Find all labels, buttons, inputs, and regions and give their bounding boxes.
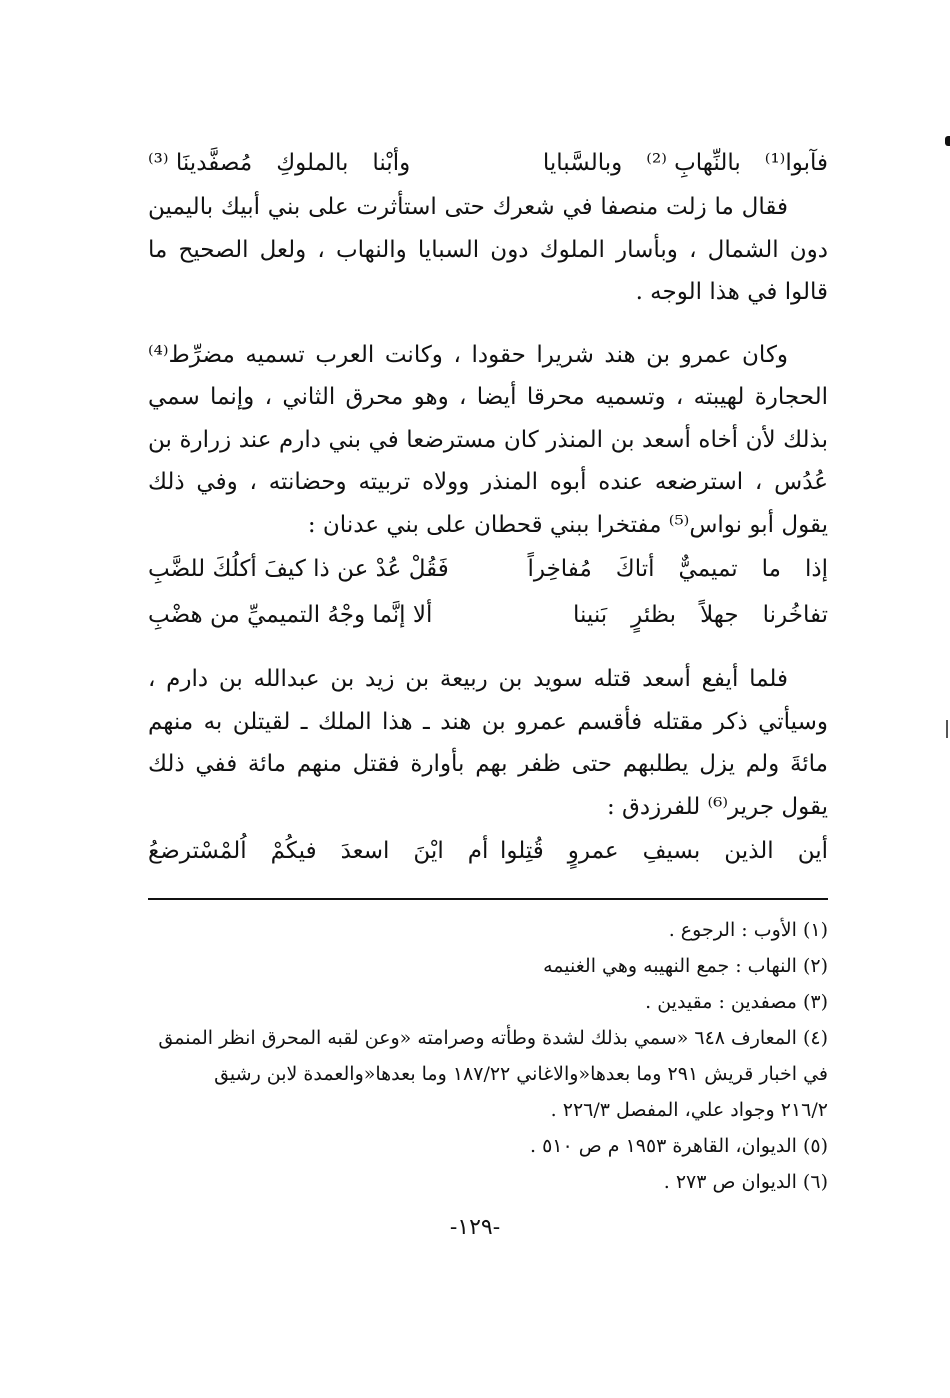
verse-word: بالملوكِ bbox=[276, 150, 349, 176]
footnote-5: (٥) الديوان، القاهرة ١٩٥٣ م ص ٥١٠ . bbox=[529, 1135, 828, 1157]
verse-2-line-1-right bbox=[528, 546, 829, 592]
poem-verse-1 bbox=[148, 140, 828, 186]
verse-word: ايْنَ bbox=[413, 838, 444, 864]
verse-word: مُفاخِراً bbox=[527, 556, 592, 582]
footnote-1: (١) الأوب : الرجوع . bbox=[668, 919, 828, 941]
verse-word: أم bbox=[467, 838, 489, 864]
verse-word: ما bbox=[761, 556, 781, 582]
verse-word: الذين bbox=[724, 838, 774, 864]
paragraph-2: وكان عمرو بن هند شريرا حقودا ، وكانت العرب تسميه مضرِّط⁽⁴⁾ الحجارة لهيبته ، وتسميه محرقا أيضا ، وهو محرق الثاني ، وإنما سمي بذلك لأن أخاه أسعد بن المنذر كان مسترضعا في بني دارم عند زرارة بن عُدُس ، استرضعه عنده أبوه المنذر وولاه تربيته وحضانته ، وفي ذلك يقول أبو نواس⁽⁵⁾ مفتخرا ببني قحطان على بني عدنان : bbox=[148, 341, 828, 538]
verse-2-line-2-left: ألا إنَّما وجْهُ التميميِّ من هضْبِ bbox=[148, 602, 433, 628]
verse-2-line-1-left: فَقُلْ عُدْ عن ذا كيفَ أكلُكَ للضَّبِ bbox=[148, 556, 449, 582]
verse-word: قُتِلوا bbox=[499, 838, 544, 864]
poem-verse-3 bbox=[148, 828, 828, 874]
verse-3-right-hemistich bbox=[500, 828, 828, 874]
verse-word: أتاكَ bbox=[615, 556, 655, 582]
footnote-2: (٢) النهاب : جمع النهيبه وهي الغنيمه bbox=[543, 955, 828, 977]
footnote-4-cont: ٢١٦/٢ وجواد علي، المفصل ٢٢٦/٣ . bbox=[550, 1099, 828, 1121]
verse-1-left-hemistich bbox=[148, 140, 410, 186]
verse-word: فآبوا⁽¹⁾ bbox=[764, 150, 828, 176]
verse-word: بالنِّهابِ ⁽²⁾ bbox=[646, 150, 741, 176]
footnote-4-cont: في اخبار قريش ٢٩١ وما بعدها«والاغاني ١٨٧/٢٢ وما بعدها«والعمدة لابن رشيق bbox=[214, 1063, 828, 1085]
verse-word: عمروٍ bbox=[567, 838, 619, 864]
verse-word: أين bbox=[797, 838, 828, 864]
verse-word: اُلمْسْترضعُ bbox=[148, 838, 247, 864]
verse-word: وبالسَّبايا bbox=[542, 150, 623, 176]
verse-1-right-hemistich bbox=[543, 140, 828, 186]
poem-verse-2-line-1 bbox=[148, 546, 828, 592]
verse-word: إذا bbox=[804, 556, 828, 582]
verse-word: بسيفِ bbox=[642, 838, 701, 864]
document-page bbox=[148, 140, 828, 1200]
verse-word: بظئرٍ bbox=[631, 602, 677, 628]
poem-verse-2-line-2 bbox=[148, 592, 828, 638]
footnote-3: (٣) مصفدين : مقيدين . bbox=[645, 991, 828, 1013]
paragraph-3: فلما أيفع أسعد قتله سويد بن ربيعة بن زيد بن عبدالله بن دارم ، وسيأتي ذكر مقتله فأقسم عمرو بن هند ـ هذا الملك ـ لقيتلن به منهم مائةَ ولم يزل يطلبهم حتى ظفر بهم بأوارة فقتل منهم مائة ففي ذلك يقول جرير⁽⁶⁾ للفرزدق : bbox=[148, 666, 828, 820]
scan-edge-line bbox=[946, 720, 948, 738]
scan-edge-mark bbox=[945, 136, 950, 146]
verse-word: تميميٌّ bbox=[678, 556, 738, 582]
paragraph-1: فقال ما زلت منصفا في شعرك حتى استأثرت على بني أبيك باليمين دون الشمال ، وبأسار الملوك دون السبايا والنهاب ، ولعل الصحيح ما قالوا في هذا الوجه . bbox=[148, 194, 828, 305]
verse-3-left-hemistich bbox=[148, 828, 488, 874]
footnotes bbox=[148, 912, 828, 1200]
verse-word: تفاخُرنا bbox=[762, 602, 828, 628]
verse-word: فيكُمْ bbox=[270, 838, 317, 864]
verse-word: جهلاً bbox=[700, 602, 739, 628]
page-number: -١٢٩- bbox=[449, 1215, 501, 1240]
verse-2-line-2-right bbox=[573, 592, 828, 638]
verse-word: بَنينا bbox=[572, 602, 608, 628]
footnote-6: (٦) الديوان ص ٢٧٣ . bbox=[663, 1171, 828, 1193]
verse-word: وأبْنا bbox=[372, 150, 411, 176]
verse-word: اسعدَ bbox=[340, 838, 390, 864]
footnote-4: (٤) المعارف ٦٤٨ «سمي بذلك لشدة وطأته وصرامته «وعن لقبه المحرق انظر المنمق bbox=[158, 1027, 828, 1049]
footnote-divider bbox=[148, 898, 828, 900]
verse-word: مُصفَّدينَا ⁽³⁾ bbox=[148, 150, 253, 176]
